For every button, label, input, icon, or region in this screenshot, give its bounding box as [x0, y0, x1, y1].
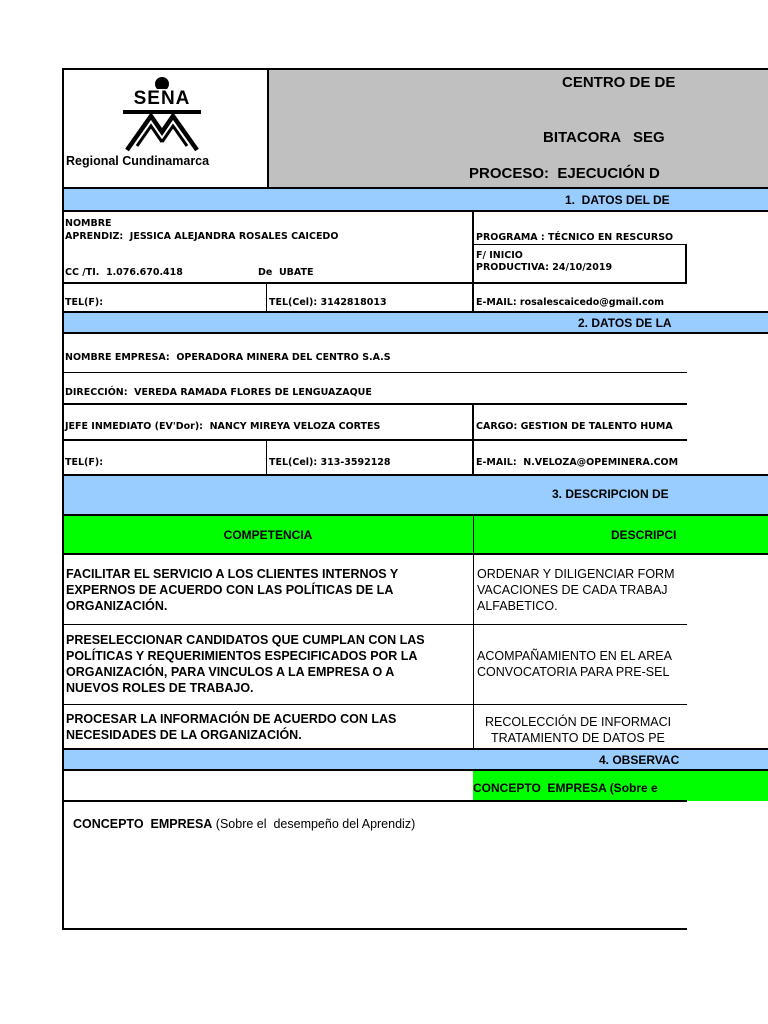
- s2-tel-divider: [266, 440, 267, 474]
- jefe-value: JEFE INMEDIATO (EV'Dor): NANCY MIREYA VELOZA CORTES: [65, 421, 381, 432]
- s3-row2-bottom: [62, 704, 687, 705]
- tel-cel-value: TEL(Cel): 3142818013: [269, 297, 387, 308]
- concepto-label: CONCEPTO EMPRESA: [72, 817, 213, 831]
- aprendiz-value: APRENDIZ: JESSICA ALEJANDRA ROSALES CAICEDO: [65, 231, 339, 242]
- descripcion-row-1: ORDENAR Y DILIGENCIAR FORM VACACIONES DE CADA TRABAJ ALFABETICO.: [477, 567, 675, 613]
- s2-row3-line: [62, 439, 687, 441]
- tel-f-label: TEL(F):: [65, 297, 103, 308]
- competencia-row-1: FACILITAR EL SERVICIO A LOS CLIENTES INTERNOS Y EXPERNOS DE ACUERDO CON LAS POLÍTICAS DE LA ORGANIZACIÓN.: [66, 567, 399, 613]
- s4-top-line: [62, 769, 768, 771]
- header-bottom: [62, 187, 768, 189]
- sena-logo-text: SENA: [118, 89, 206, 109]
- concepto-header: CONCEPTO EMPRESA (Sobre e: [473, 781, 658, 795]
- s3-top-line: [62, 514, 768, 516]
- header-title-bitacora: BITACORA SEG: [543, 129, 665, 146]
- s1-tel-divider: [266, 283, 267, 311]
- header-title-centro: CENTRO DE DE: [562, 74, 676, 91]
- cc-value: CC /TI. 1.076.670.418: [65, 267, 183, 278]
- s3-header-bottom: [62, 553, 768, 555]
- right-mask: [687, 811, 768, 1024]
- direccion-value: DIRECCIÓN: VEREDA RAMADA FLORES DE LENGUAZAQUE: [65, 387, 372, 398]
- col-descripcion: DESCRIPCI: [611, 528, 677, 542]
- email-value: E-MAIL: rosalescaicedo@gmail.com: [476, 297, 665, 308]
- concepto-label-line: [66, 803, 415, 831]
- f-inicio-label: F/ INICIO: [476, 250, 523, 261]
- nombre-label: NOMBRE: [65, 218, 112, 229]
- s2-top-line: [62, 332, 768, 334]
- descripcion-row-2: ACOMPAÑAMIENTO EN EL AREA CONVOCATORIA PARA PRE-SEL: [477, 649, 672, 679]
- sena-logo: [115, 74, 210, 154]
- section1-title: 1. DATOS DEL DE: [565, 193, 670, 207]
- competencia-row-2: PRESELECCIONAR CANDIDATOS QUE CUMPLAN CON LAS POLÍTICAS Y REQUERIMIENTOS ESPECIFICADOS POR LA ORGANIZACIÓN, PARA VINCULOS A LA EMPRESA O A NUEVOS ROLES DE TRABAJO.: [66, 633, 425, 695]
- programa-value: PROGRAMA : TÉCNICO EN RESCURSO: [476, 232, 674, 243]
- section4-title: 4. OBSERVAC: [599, 753, 680, 767]
- concepto-note: (Sobre el desempeño del Aprendiz): [212, 817, 416, 831]
- section3-title: 3. DESCRIPCION DE: [552, 487, 669, 501]
- s3-col-divider: [473, 515, 474, 749]
- logo-separator: [267, 68, 269, 188]
- sena-logo-icon: [115, 74, 210, 154]
- s2-row4-line: [62, 474, 768, 476]
- section2-title: 2. DATOS DE LA: [578, 316, 672, 330]
- descripcion-row-3: RECOLECCIÓN DE INFORMACI TRATAMIENTO DE DATOS PE: [485, 715, 672, 745]
- s1-row2-line: [62, 282, 687, 284]
- s1-col-divider: [472, 211, 474, 311]
- s3-row3-bottom: [62, 748, 768, 750]
- tel-cel-value-2: TEL(Cel): 313-3592128: [269, 457, 391, 468]
- de-value: De UBATE: [258, 267, 314, 278]
- frame-bottom: [62, 928, 687, 930]
- s1-right-edge: [685, 244, 687, 282]
- tel-f-label-2: TEL(F):: [65, 457, 103, 468]
- regional-label: Regional Cundinamarca: [66, 154, 210, 168]
- s4-concepto-bottom: [62, 800, 687, 802]
- col-competencia: COMPETENCIA: [223, 528, 313, 542]
- s2-row1-line: [62, 372, 687, 373]
- s2-row2-line: [62, 403, 687, 405]
- productiva-value: PRODUCTIVA: 24/10/2019: [476, 262, 613, 273]
- cargo-value: CARGO: GESTION DE TALENTO HUMA: [476, 421, 673, 432]
- s2-col-divider: [472, 403, 474, 475]
- email-value-2: E-MAIL: N.VELOZA@OPEMINERA.COM: [476, 457, 679, 468]
- s1-row1-line: [472, 244, 687, 245]
- section1-bottom: [62, 210, 768, 212]
- s1-row3-line: [62, 311, 768, 313]
- empresa-value: NOMBRE EMPRESA: OPERADORA MINERA DEL CENTRO S.A.S: [65, 352, 391, 363]
- competencia-row-3: PROCESAR LA INFORMACIÓN DE ACUERDO CON LAS NECESIDADES DE LA ORGANIZACIÓN.: [66, 712, 397, 742]
- s3-row1-bottom: [62, 624, 687, 625]
- frame-top: [62, 68, 768, 70]
- header-title-proceso: PROCESO: EJECUCIÓN D: [469, 165, 660, 182]
